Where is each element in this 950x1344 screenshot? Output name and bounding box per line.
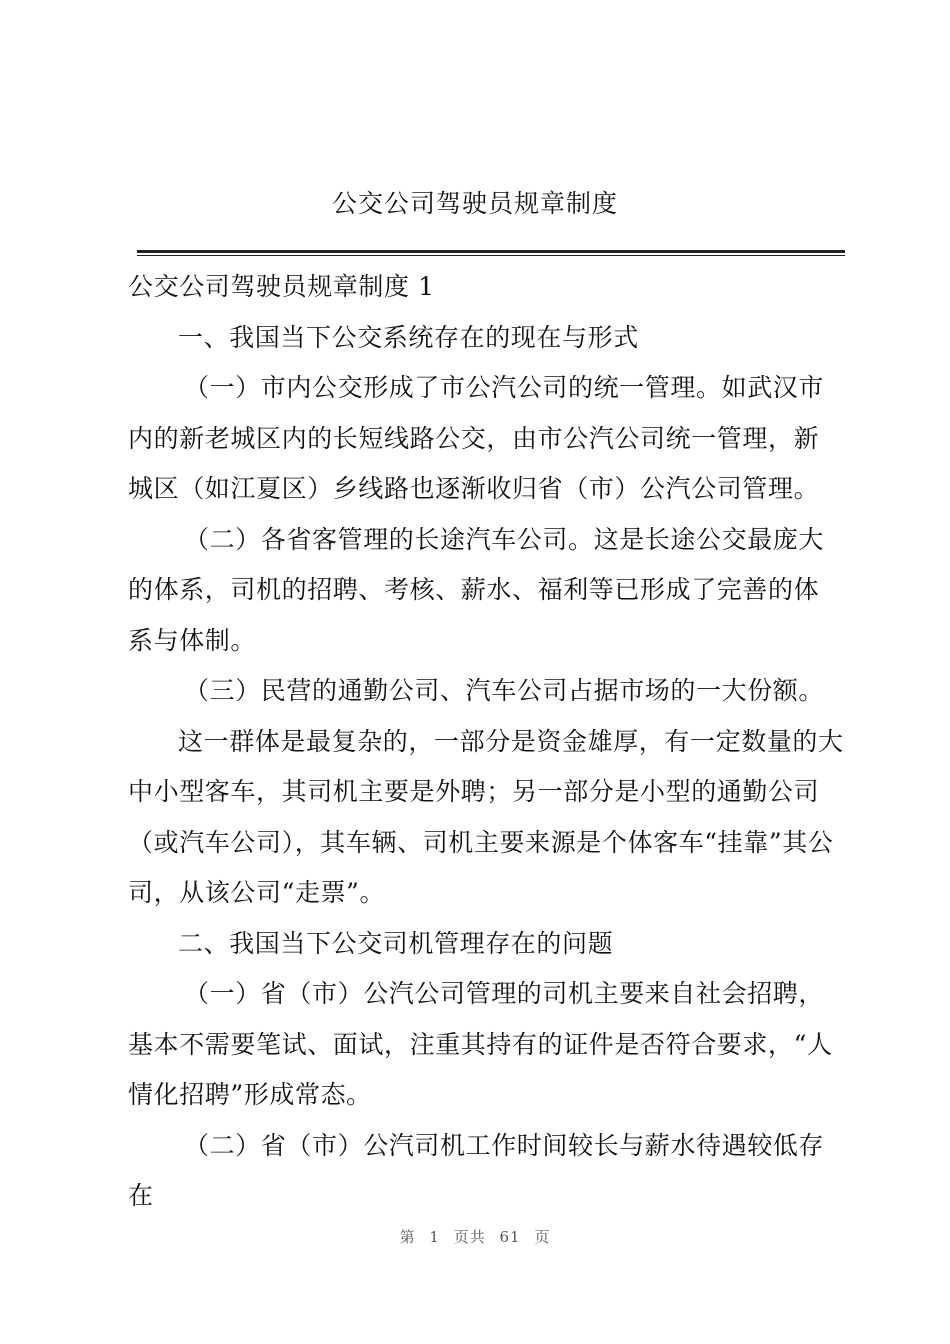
paragraph-heading-1: 一、我国当下公交系统存在的现在与形式 (178, 322, 639, 352)
paragraph: （二）各省客管理的长途汽车公司。这是长途公交最庞大的体系，司机的招聘、考核、薪水、福利等已形成了完善的体系与体制。 (128, 524, 825, 655)
document-body (128, 262, 844, 1222)
document-title: 公交公司驾驶员规章制度 (331, 189, 618, 218)
title-divider-thick (137, 250, 845, 253)
section-heading: 公交公司驾驶员规章制度 1 (128, 272, 435, 301)
paragraph: （三）民营的通勤公司、汽车公司占据市场的一大份额。 (184, 676, 825, 705)
title-divider-thin (137, 255, 845, 256)
paragraph: （二）省（市）公汽司机工作时间较长与薪水待遇较低存在 (128, 1130, 825, 1210)
paragraph-heading-2: 二、我国当下公交司机管理存在的问题 (178, 928, 614, 958)
paragraph: 这一群体是最复杂的，一部分是资金雄厚，有一定数量的大中小型客车，其司机主要是外聘；另一部分是小型的通勤公司（或汽车公司），其车辆、司机主要来源是个体客车“挂靠”其公司，从该公司“走票”。 (128, 726, 844, 907)
paragraph: （一）省（市）公汽公司管理的司机主要来自社会招聘，基本不需要笔试、面试，注重其持有的证件是否符合要求，“人情化招聘”形成常态。 (128, 979, 833, 1109)
page-number-footer: 第 1 页共 61 页 (399, 1228, 551, 1246)
paragraph: （一）市内公交形成了市公汽公司的统一管理。如武汉市内的新老城区内的长短线路公交，由市公汽公司统一管理，新城区（如江夏区）乡线路也逐渐收归省（市）公汽公司管理。 (128, 373, 825, 503)
